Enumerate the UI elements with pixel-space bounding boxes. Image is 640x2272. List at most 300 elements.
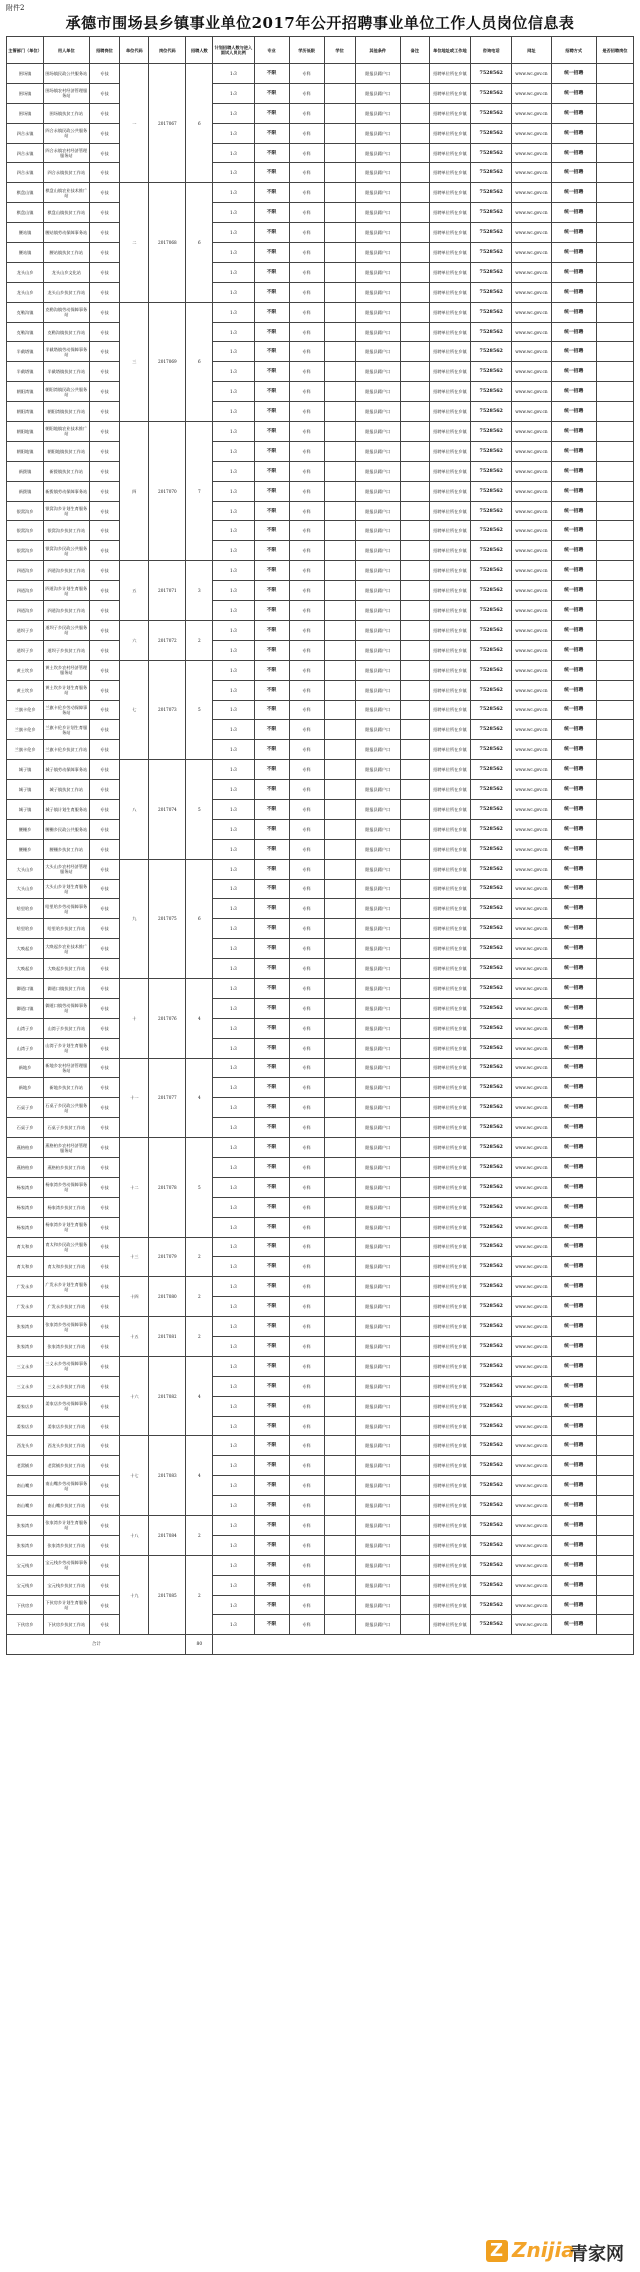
flag-cell [596, 1476, 633, 1496]
note-cell [400, 1516, 429, 1536]
unit-cell: 四道沟乡扶贫工作站 [44, 601, 89, 621]
ratio-cell: 1:3 [213, 819, 254, 839]
table-row [7, 422, 634, 442]
phone-cell: 7528562 [471, 700, 512, 720]
unit-cell: 大头山乡计划生育服务站 [44, 879, 89, 899]
address-cell: 招聘单位所在乡镇 [429, 1476, 470, 1496]
address-cell: 招聘单位所在乡镇 [429, 83, 470, 103]
address-cell: 招聘单位所在乡镇 [429, 302, 470, 322]
major-cell: 不限 [254, 1456, 289, 1476]
edu-cell: 专科 [289, 919, 324, 939]
flag-cell [596, 1058, 633, 1078]
table-row [7, 640, 634, 660]
degree-cell [324, 441, 355, 461]
dept-cell: 杨家湾乡 [7, 1177, 44, 1197]
url-cell: www.wc.gov.cn [512, 362, 551, 382]
major-cell: 不限 [254, 541, 289, 561]
ratio-cell: 1:3 [213, 1058, 254, 1078]
edu-cell: 专科 [289, 422, 324, 442]
header-cell: 单位代码 [120, 37, 149, 64]
post-code-cell: 2017083 [149, 1436, 186, 1516]
degree-cell [324, 1595, 355, 1615]
dept-cell: 杨家湾乡 [7, 1197, 44, 1217]
major-cell: 不限 [254, 163, 289, 183]
flag-cell [596, 660, 633, 680]
method-cell: 统一招聘 [551, 1297, 596, 1317]
dept-cell: 四合永镇 [7, 123, 44, 143]
other-condition-cell: 限报县籍户口 [355, 780, 400, 800]
phone-cell: 7528562 [471, 640, 512, 660]
watermark-cn: 青家网 [570, 2244, 624, 2265]
dept-cell: 黄土坎乡 [7, 680, 44, 700]
major-cell: 不限 [254, 422, 289, 442]
note-cell [400, 680, 429, 700]
unit-cell: 围场镇农村经济管理服务站 [44, 83, 89, 103]
table-row [7, 362, 634, 382]
degree-cell [324, 322, 355, 342]
degree-cell [324, 64, 355, 84]
major-cell: 不限 [254, 64, 289, 84]
address-cell: 招聘单位所在乡镇 [429, 919, 470, 939]
address-cell: 招聘单位所在乡镇 [429, 760, 470, 780]
flag-cell [596, 1516, 633, 1536]
flag-cell [596, 1018, 633, 1038]
unit-cell: 城子镇扶贫工作站 [44, 780, 89, 800]
address-cell: 招聘单位所在乡镇 [429, 203, 470, 223]
note-cell [400, 123, 429, 143]
dept-cell: 黄土坎乡 [7, 660, 44, 680]
job-cell: 专技 [89, 1575, 120, 1595]
address-cell: 招聘单位所在乡镇 [429, 879, 470, 899]
degree-cell [324, 581, 355, 601]
degree-cell [324, 103, 355, 123]
edu-cell: 专科 [289, 243, 324, 263]
note-cell [400, 640, 429, 660]
unit-code-cell: 十一 [120, 1058, 149, 1138]
note-cell [400, 302, 429, 322]
ratio-cell: 1:3 [213, 1416, 254, 1436]
address-cell: 招聘单位所在乡镇 [429, 899, 470, 919]
table-row [7, 262, 634, 282]
degree-cell [324, 561, 355, 581]
dept-cell: 银窝沟乡 [7, 521, 44, 541]
dept-cell: 道坝子乡 [7, 640, 44, 660]
dept-cell: 燕格柏乡 [7, 1157, 44, 1177]
edu-cell: 专科 [289, 939, 324, 959]
ratio-cell: 1:3 [213, 541, 254, 561]
major-cell: 不限 [254, 501, 289, 521]
method-cell: 统一招聘 [551, 1337, 596, 1357]
flag-cell [596, 1535, 633, 1555]
headcount-cell: 5 [186, 1138, 213, 1237]
other-condition-cell: 限报县籍户口 [355, 1217, 400, 1237]
major-cell: 不限 [254, 1436, 289, 1456]
ratio-cell: 1:3 [213, 1356, 254, 1376]
edu-cell: 专科 [289, 322, 324, 342]
header-cell: 备注 [400, 37, 429, 64]
method-cell: 统一招聘 [551, 1157, 596, 1177]
phone-cell: 7528562 [471, 740, 512, 760]
note-cell [400, 163, 429, 183]
edu-cell: 专科 [289, 64, 324, 84]
major-cell: 不限 [254, 1496, 289, 1516]
note-cell [400, 183, 429, 203]
table-row [7, 1416, 634, 1436]
job-cell: 专技 [89, 1416, 120, 1436]
flag-cell [596, 1038, 633, 1058]
unit-cell: 杨家湾乡计划生育服务站 [44, 1217, 89, 1237]
dept-cell: 宝元栈乡 [7, 1575, 44, 1595]
other-condition-cell: 限报县籍户口 [355, 799, 400, 819]
header-cell: 学历低限 [289, 37, 324, 64]
flag-cell [596, 183, 633, 203]
edu-cell: 专科 [289, 1456, 324, 1476]
note-cell [400, 422, 429, 442]
job-cell: 专技 [89, 362, 120, 382]
ratio-cell: 1:3 [213, 1476, 254, 1496]
phone-cell: 7528562 [471, 1038, 512, 1058]
flag-cell [596, 501, 633, 521]
note-cell [400, 402, 429, 422]
method-cell: 统一招聘 [551, 1197, 596, 1217]
method-cell: 统一招聘 [551, 1058, 596, 1078]
method-cell: 统一招聘 [551, 780, 596, 800]
other-condition-cell: 限报县籍户口 [355, 1138, 400, 1158]
dept-cell: 腰栅乡 [7, 839, 44, 859]
other-condition-cell: 限报县籍户口 [355, 1516, 400, 1536]
unit-cell: 老窝铺乡扶贫工作站 [44, 1456, 89, 1476]
edu-cell: 专科 [289, 1496, 324, 1516]
job-cell: 专技 [89, 1535, 120, 1555]
major-cell: 不限 [254, 1575, 289, 1595]
major-cell: 不限 [254, 322, 289, 342]
url-cell: www.wc.gov.cn [512, 1535, 551, 1555]
other-condition-cell: 限报县籍户口 [355, 859, 400, 879]
unit-code-cell: 十五 [120, 1317, 149, 1357]
phone-cell: 7528562 [471, 1098, 512, 1118]
major-cell: 不限 [254, 1138, 289, 1158]
degree-cell [324, 282, 355, 302]
note-cell [400, 1317, 429, 1337]
address-cell: 招聘单位所在乡镇 [429, 521, 470, 541]
table-row [7, 720, 634, 740]
unit-cell: 兰旗卡伦乡扶贫工作站 [44, 740, 89, 760]
major-cell: 不限 [254, 342, 289, 362]
major-cell: 不限 [254, 1257, 289, 1277]
edu-cell: 专科 [289, 1257, 324, 1277]
table-row [7, 859, 634, 879]
job-cell: 专技 [89, 978, 120, 998]
ratio-cell: 1:3 [213, 83, 254, 103]
flag-cell [596, 1555, 633, 1575]
major-cell: 不限 [254, 1277, 289, 1297]
edu-cell: 专科 [289, 461, 324, 481]
ratio-cell: 1:3 [213, 1555, 254, 1575]
note-cell [400, 939, 429, 959]
ratio-cell: 1:3 [213, 1436, 254, 1456]
post-code-cell: 2017077 [149, 1058, 186, 1138]
other-condition-cell: 限报县籍户口 [355, 1018, 400, 1038]
edu-cell: 专科 [289, 1555, 324, 1575]
dept-cell: 姜家店乡 [7, 1396, 44, 1416]
edu-cell: 专科 [289, 123, 324, 143]
dept-cell: 城子镇 [7, 780, 44, 800]
other-condition-cell: 限报县籍户口 [355, 879, 400, 899]
table-row [7, 680, 634, 700]
major-cell: 不限 [254, 640, 289, 660]
note-cell [400, 382, 429, 402]
unit-cell: 腰站镇劳动保障事务站 [44, 223, 89, 243]
address-cell: 招聘单位所在乡镇 [429, 978, 470, 998]
url-cell: www.wc.gov.cn [512, 879, 551, 899]
other-condition-cell: 限报县籍户口 [355, 541, 400, 561]
address-cell: 招聘单位所在乡镇 [429, 262, 470, 282]
note-cell [400, 760, 429, 780]
dept-cell: 石桌子乡 [7, 1098, 44, 1118]
note-cell [400, 959, 429, 979]
post-code-cell: 2017070 [149, 422, 186, 561]
url-cell: www.wc.gov.cn [512, 1555, 551, 1575]
major-cell: 不限 [254, 1058, 289, 1078]
phone-cell: 7528562 [471, 282, 512, 302]
other-condition-cell: 限报县籍户口 [355, 959, 400, 979]
phone-cell: 7528562 [471, 1177, 512, 1197]
url-cell: www.wc.gov.cn [512, 83, 551, 103]
url-cell: www.wc.gov.cn [512, 1138, 551, 1158]
other-condition-cell: 限报县籍户口 [355, 680, 400, 700]
url-cell: www.wc.gov.cn [512, 581, 551, 601]
flag-cell [596, 1277, 633, 1297]
edu-cell: 专科 [289, 1476, 324, 1496]
ratio-cell: 1:3 [213, 879, 254, 899]
degree-cell [324, 899, 355, 919]
edu-cell: 专科 [289, 680, 324, 700]
note-cell [400, 143, 429, 163]
unit-cell: 围场镇扶贫工作站 [44, 103, 89, 123]
note-cell [400, 521, 429, 541]
flag-cell [596, 262, 633, 282]
unit-cell: 朝阳湾镇民政公共服务站 [44, 382, 89, 402]
phone-cell: 7528562 [471, 541, 512, 561]
ratio-cell: 1:3 [213, 998, 254, 1018]
other-condition-cell: 限报县籍户口 [355, 262, 400, 282]
degree-cell [324, 402, 355, 422]
dept-cell: 大唤起乡 [7, 939, 44, 959]
phone-cell: 7528562 [471, 1615, 512, 1635]
phone-cell: 7528562 [471, 839, 512, 859]
method-cell: 统一招聘 [551, 1177, 596, 1197]
method-cell: 统一招聘 [551, 1555, 596, 1575]
address-cell: 招聘单位所在乡镇 [429, 561, 470, 581]
edu-cell: 专科 [289, 998, 324, 1018]
unit-cell: 道坝子乡民政公共服务站 [44, 620, 89, 640]
job-cell: 专技 [89, 760, 120, 780]
table-row [7, 740, 634, 760]
other-condition-cell: 限报县籍户口 [355, 1535, 400, 1555]
degree-cell [324, 1436, 355, 1456]
phone-cell: 7528562 [471, 1555, 512, 1575]
degree-cell [324, 1217, 355, 1237]
ratio-cell: 1:3 [213, 620, 254, 640]
edu-cell: 专科 [289, 780, 324, 800]
degree-cell [324, 461, 355, 481]
table-row [7, 1456, 634, 1476]
phone-cell: 7528562 [471, 501, 512, 521]
table-row [7, 1337, 634, 1357]
ratio-cell: 1:3 [213, 799, 254, 819]
ratio-cell: 1:3 [213, 1337, 254, 1357]
address-cell: 招聘单位所在乡镇 [429, 1496, 470, 1516]
address-cell: 招聘单位所在乡镇 [429, 680, 470, 700]
unit-cell: 宝元栈乡劳动保障事务站 [44, 1555, 89, 1575]
header-cell: 单位地址或工作地 [429, 37, 470, 64]
method-cell: 统一招聘 [551, 1118, 596, 1138]
degree-cell [324, 1118, 355, 1138]
other-condition-cell: 限报县籍户口 [355, 382, 400, 402]
post-code-cell: 2017081 [149, 1317, 186, 1357]
edu-cell: 专科 [289, 899, 324, 919]
method-cell: 统一招聘 [551, 143, 596, 163]
edu-cell: 专科 [289, 879, 324, 899]
degree-cell [324, 1018, 355, 1038]
url-cell: www.wc.gov.cn [512, 1416, 551, 1436]
job-cell: 专技 [89, 163, 120, 183]
table-row [7, 521, 634, 541]
ratio-cell: 1:3 [213, 1317, 254, 1337]
method-cell: 统一招聘 [551, 1436, 596, 1456]
table-row [7, 441, 634, 461]
degree-cell [324, 839, 355, 859]
address-cell: 招聘单位所在乡镇 [429, 163, 470, 183]
edu-cell: 专科 [289, 441, 324, 461]
unit-cell: 道坝子乡扶贫工作站 [44, 640, 89, 660]
note-cell [400, 601, 429, 621]
note-cell [400, 1297, 429, 1317]
table-row [7, 998, 634, 1018]
other-condition-cell: 限报县籍户口 [355, 342, 400, 362]
major-cell: 不限 [254, 780, 289, 800]
method-cell: 统一招聘 [551, 1138, 596, 1158]
post-code-cell: 2017072 [149, 620, 186, 660]
note-cell [400, 1376, 429, 1396]
unit-cell: 大头山乡农村经济管理服务站 [44, 859, 89, 879]
method-cell: 统一招聘 [551, 879, 596, 899]
job-cell: 专技 [89, 382, 120, 402]
degree-cell [324, 262, 355, 282]
other-condition-cell: 限报县籍户口 [355, 243, 400, 263]
major-cell: 不限 [254, 839, 289, 859]
edu-cell: 专科 [289, 660, 324, 680]
method-cell: 统一招聘 [551, 760, 596, 780]
url-cell: www.wc.gov.cn [512, 64, 551, 84]
table-row [7, 1436, 634, 1456]
table-row [7, 243, 634, 263]
degree-cell [324, 501, 355, 521]
table-row [7, 1217, 634, 1237]
url-cell: www.wc.gov.cn [512, 859, 551, 879]
address-cell: 招聘单位所在乡镇 [429, 1615, 470, 1635]
degree-cell [324, 640, 355, 660]
flag-cell [596, 780, 633, 800]
job-cell: 专技 [89, 1376, 120, 1396]
table-row [7, 1058, 634, 1078]
attachment-label: 附件2 [6, 4, 25, 12]
post-code-cell: 2017067 [149, 64, 186, 183]
header-cell: 是否招聘岗位 [596, 37, 633, 64]
note-cell [400, 1496, 429, 1516]
flag-cell [596, 422, 633, 442]
url-cell: www.wc.gov.cn [512, 780, 551, 800]
address-cell: 招聘单位所在乡镇 [429, 282, 470, 302]
header-cell: 专业 [254, 37, 289, 64]
job-cell: 专技 [89, 1456, 120, 1476]
flag-cell [596, 1436, 633, 1456]
major-cell: 不限 [254, 959, 289, 979]
major-cell: 不限 [254, 143, 289, 163]
major-cell: 不限 [254, 1038, 289, 1058]
phone-cell: 7528562 [471, 223, 512, 243]
phone-cell: 7528562 [471, 561, 512, 581]
other-condition-cell: 限报县籍户口 [355, 441, 400, 461]
phone-cell: 7528562 [471, 1277, 512, 1297]
degree-cell [324, 481, 355, 501]
note-cell [400, 1356, 429, 1376]
ratio-cell: 1:3 [213, 720, 254, 740]
note-cell [400, 1058, 429, 1078]
phone-cell: 7528562 [471, 64, 512, 84]
method-cell: 统一招聘 [551, 1456, 596, 1476]
job-cell: 专技 [89, 680, 120, 700]
job-cell: 专技 [89, 859, 120, 879]
job-cell: 专技 [89, 461, 120, 481]
degree-cell [324, 939, 355, 959]
major-cell: 不限 [254, 1516, 289, 1536]
address-cell: 招聘单位所在乡镇 [429, 640, 470, 660]
job-cell: 专技 [89, 959, 120, 979]
edu-cell: 专科 [289, 183, 324, 203]
degree-cell [324, 819, 355, 839]
flag-cell [596, 1615, 633, 1635]
major-cell: 不限 [254, 720, 289, 740]
unit-cell: 张家湾乡扶贫工作站 [44, 1535, 89, 1555]
ratio-cell: 1:3 [213, 1098, 254, 1118]
edu-cell: 专科 [289, 342, 324, 362]
edu-cell: 专科 [289, 1217, 324, 1237]
url-cell: www.wc.gov.cn [512, 1516, 551, 1536]
unit-cell: 哈里哈乡扶贫工作站 [44, 919, 89, 939]
headcount-cell: 2 [186, 620, 213, 660]
note-cell [400, 501, 429, 521]
post-code-cell: 2017085 [149, 1555, 186, 1635]
job-cell: 专技 [89, 223, 120, 243]
flag-cell [596, 620, 633, 640]
ratio-cell: 1:3 [213, 422, 254, 442]
table-row [7, 501, 634, 521]
other-condition-cell: 限报县籍户口 [355, 123, 400, 143]
dept-cell: 燕格柏乡 [7, 1138, 44, 1158]
edu-cell: 专科 [289, 1277, 324, 1297]
note-cell [400, 780, 429, 800]
unit-cell: 燕格柏乡农村经济管理服务站 [44, 1138, 89, 1158]
note-cell [400, 1456, 429, 1476]
dept-cell: 石桌子乡 [7, 1118, 44, 1138]
degree-cell [324, 223, 355, 243]
header-cell: 计划招聘人数与进入面试人员比例 [213, 37, 254, 64]
unit-cell: 四合永镇民政公共服务站 [44, 123, 89, 143]
phone-cell: 7528562 [471, 859, 512, 879]
note-cell [400, 1337, 429, 1357]
unit-cell: 石桌子乡民政公共服务站 [44, 1098, 89, 1118]
